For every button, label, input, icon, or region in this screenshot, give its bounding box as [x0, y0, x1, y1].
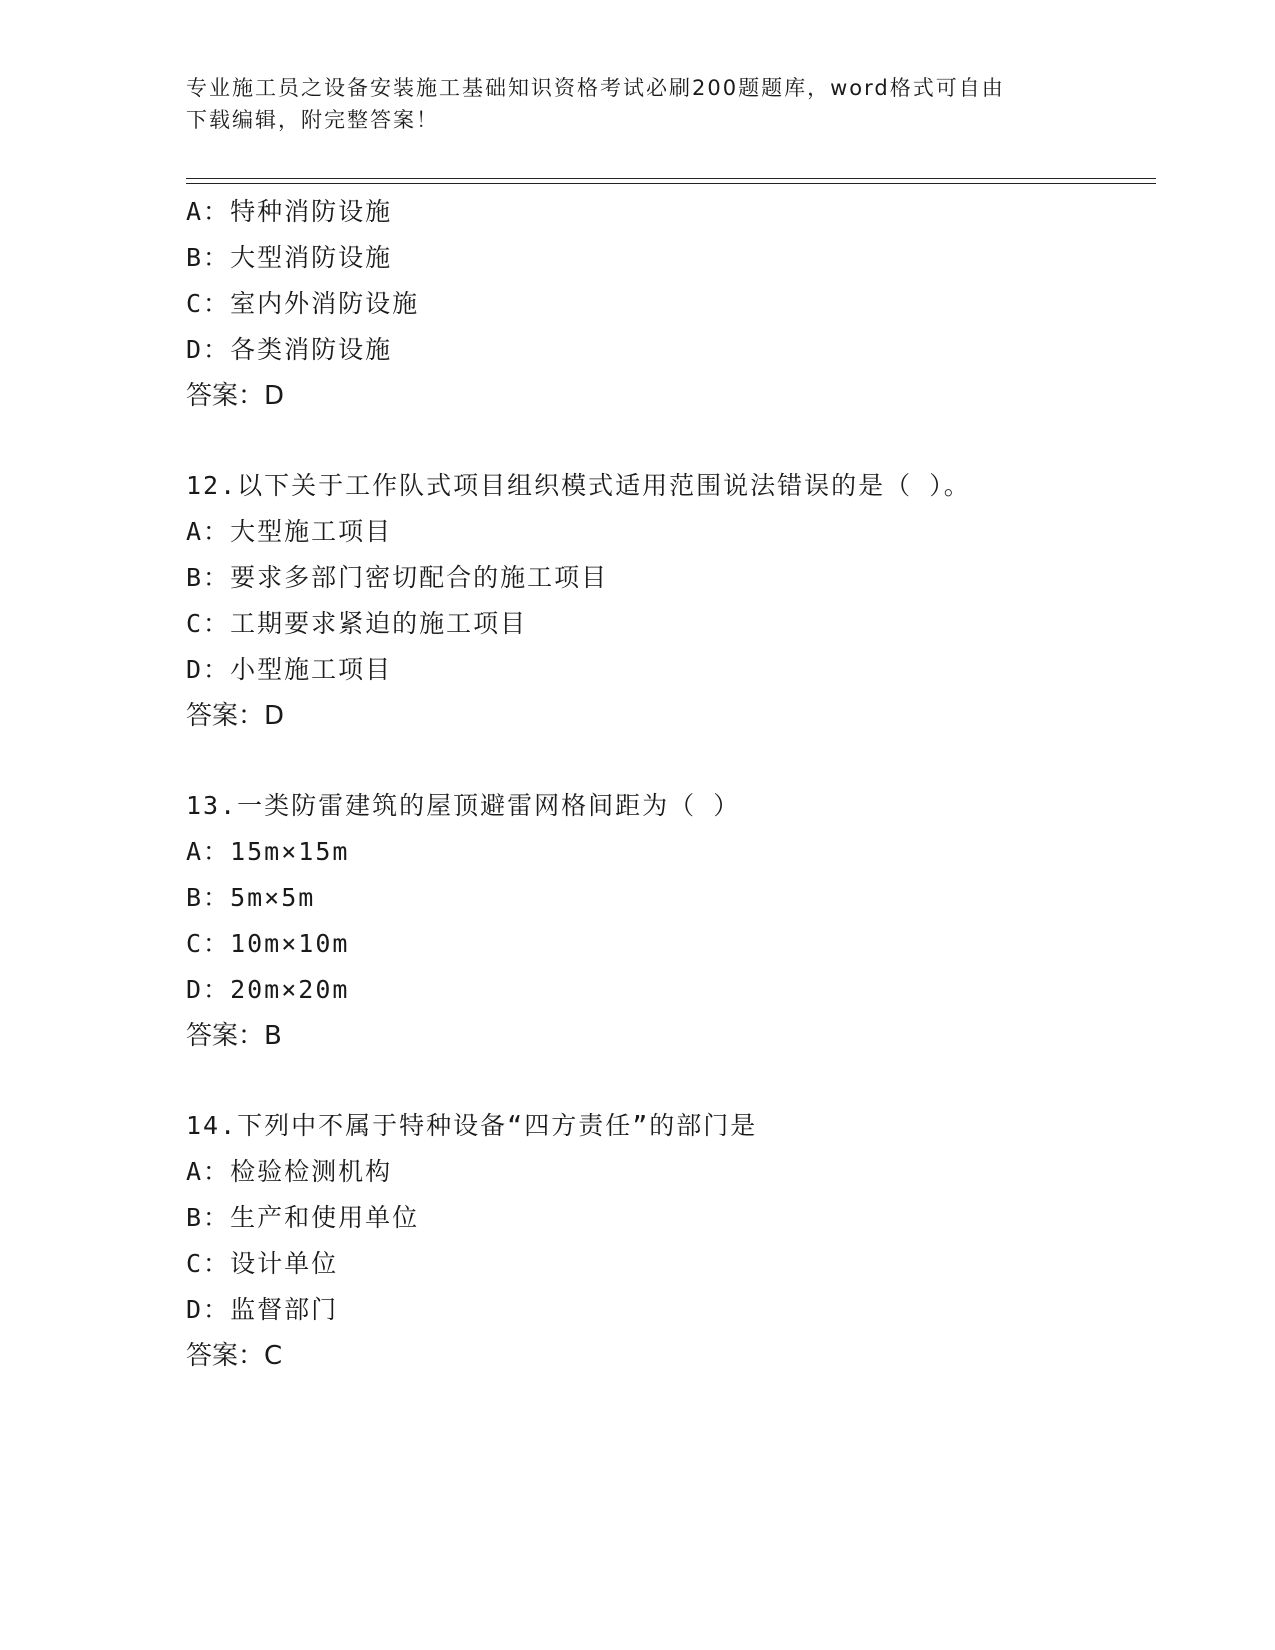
- option-key: C：: [186, 609, 231, 638]
- question-block: [186, 1103, 1146, 1379]
- option-key: A：: [186, 1157, 231, 1186]
- question-title: 13.一类防雷建筑的屋顶避雷网格间距为（ ）: [186, 791, 741, 820]
- answer-line: [186, 1333, 1146, 1379]
- option-text: 检验检测机构: [230, 1157, 393, 1186]
- option-key: B：: [186, 243, 231, 272]
- answer-value: B: [264, 1021, 282, 1051]
- option-text: 大型施工项目: [230, 517, 393, 546]
- header-line-2: 下载编辑，附完整答案！: [186, 108, 439, 132]
- option-text: 20m×20m: [230, 975, 350, 1004]
- option-d: [186, 1287, 1146, 1333]
- option-key: C：: [186, 289, 231, 318]
- option-key: D：: [186, 1295, 231, 1324]
- document-header: [186, 72, 1086, 136]
- option-key: D：: [186, 975, 231, 1004]
- answer-label: 答案：: [186, 1341, 265, 1371]
- option-b: [186, 555, 1146, 601]
- option-key: C：: [186, 929, 231, 958]
- option-c: [186, 1241, 1146, 1287]
- option-a: [186, 1149, 1146, 1195]
- option-c: [186, 921, 1146, 967]
- option-key: C：: [186, 1249, 231, 1278]
- option-text: 5m×5m: [230, 883, 316, 912]
- question-title: 12.以下关于工作队式项目组织模式适用范围说法错误的是（ ）。: [186, 471, 971, 500]
- option-key: B：: [186, 883, 231, 912]
- header-line-1: 专业施工员之设备安装施工基础知识资格考试必刷200题题库，word格式可自由: [186, 76, 1005, 100]
- option-text: 特种消防设施: [230, 197, 393, 226]
- option-text: 生产和使用单位: [230, 1203, 420, 1232]
- question-block: [186, 189, 1146, 419]
- question-block: [186, 463, 1146, 739]
- header-rule-bottom: [186, 183, 1156, 184]
- option-text: 小型施工项目: [230, 655, 393, 684]
- option-key: A：: [186, 197, 231, 226]
- header-rule-top: [186, 178, 1156, 179]
- option-d: [186, 327, 1146, 373]
- option-key: B：: [186, 1203, 231, 1232]
- option-text: 10m×10m: [230, 929, 350, 958]
- option-d: [186, 647, 1146, 693]
- question-title: 14.下列中不属于特种设备“四方责任”的部门是: [186, 1111, 758, 1140]
- question-list: [186, 189, 1146, 1379]
- option-text: 设计单位: [230, 1249, 339, 1278]
- answer-value: D: [264, 701, 285, 731]
- option-key: B：: [186, 563, 231, 592]
- option-key: A：: [186, 517, 231, 546]
- option-b: [186, 1195, 1146, 1241]
- option-a: [186, 189, 1146, 235]
- question-block: [186, 783, 1146, 1059]
- spacer: [186, 1059, 1146, 1103]
- option-d: [186, 967, 1146, 1013]
- answer-line: [186, 1013, 1146, 1059]
- option-a: [186, 509, 1146, 555]
- option-key: A：: [186, 837, 231, 866]
- answer-label: 答案：: [186, 1021, 265, 1051]
- option-text: 监督部门: [230, 1295, 339, 1324]
- option-text: 要求多部门密切配合的施工项目: [230, 563, 609, 592]
- option-c: [186, 281, 1146, 327]
- option-c: [186, 601, 1146, 647]
- option-key: D：: [186, 335, 231, 364]
- option-a: [186, 829, 1146, 875]
- option-b: [186, 875, 1146, 921]
- option-b: [186, 235, 1146, 281]
- spacer: [186, 419, 1146, 463]
- option-text: 大型消防设施: [230, 243, 393, 272]
- spacer: [186, 739, 1146, 783]
- answer-line: [186, 373, 1146, 419]
- option-text: 工期要求紧迫的施工项目: [230, 609, 528, 638]
- answer-line: [186, 693, 1146, 739]
- answer-label: 答案：: [186, 381, 265, 411]
- option-key: D：: [186, 655, 231, 684]
- answer-value: C: [264, 1341, 283, 1371]
- option-text: 室内外消防设施: [230, 289, 420, 318]
- option-text: 15m×15m: [230, 837, 350, 866]
- answer-label: 答案：: [186, 701, 265, 731]
- answer-value: D: [264, 381, 285, 411]
- option-text: 各类消防设施: [230, 335, 393, 364]
